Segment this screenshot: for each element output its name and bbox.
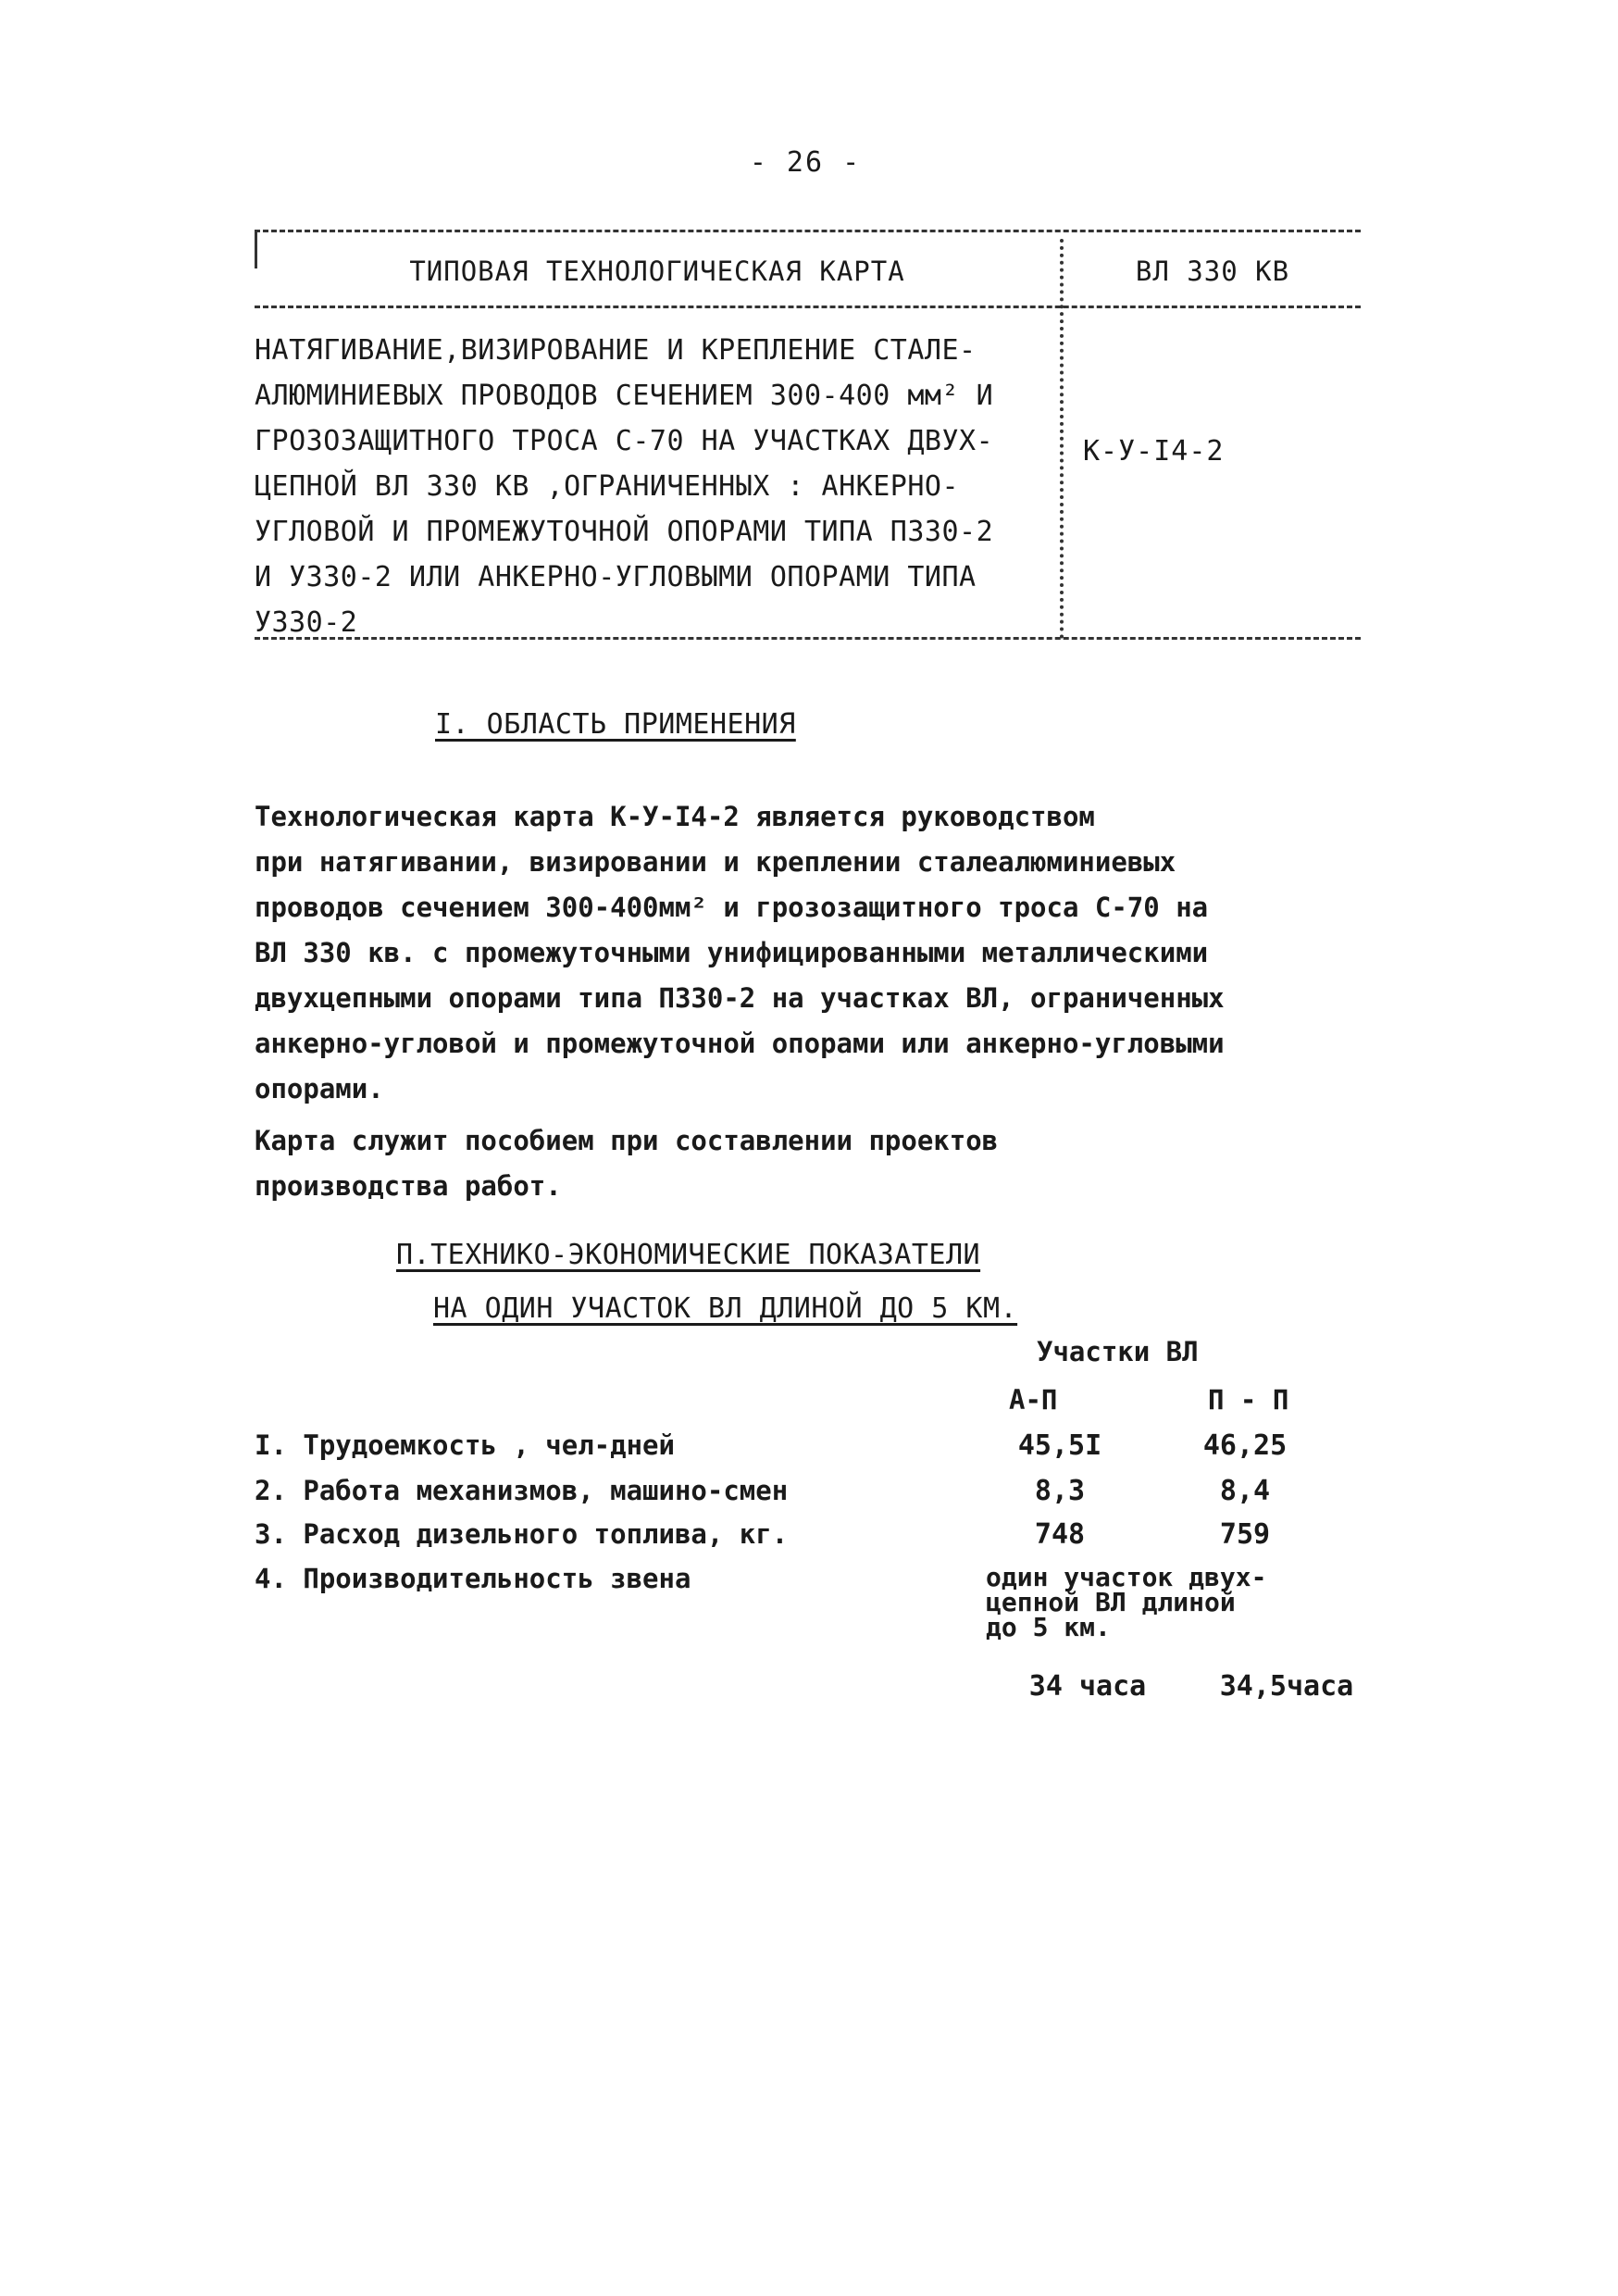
header-table [255,230,1361,643]
indicator-value: 45,5I [1017,1429,1102,1462]
table-middle-rule [255,306,1361,308]
indicator-label: 4. Производительность звена [255,1563,691,1594]
productivity-note: один участок двух- цепной ВЛ длиной до 5 км. [986,1562,1267,1642]
table-column-separator [1060,239,1064,639]
indicator-value: 748 [1034,1518,1086,1551]
indicator-value: 46,25 [1202,1429,1288,1462]
card-code: К-У-I4-2 [1083,435,1225,468]
header-description: НАТЯГИВАНИЕ,ВИЗИРОВАНИЕ И КРЕПЛЕНИЕ СТАЛЕ- АЛЮМИНИЕВЫХ ПРОВОДОВ СЕЧЕНИЕМ 300-400 мм² И ГРОЗОЗАЩИТНОГО ТРОСА С-70 НА УЧАСТКАХ ДВУХ- ЦЕПНОЙ ВЛ 330 КВ ,ОГРАНИЧЕННЫХ : АНКЕРНО- УГЛОВОЙ И ПРОМЕЖУТОЧНОЙ ОПОРАМИ ТИПА П330-2 И У330-2 ИЛИ АНКЕРНО-УГЛОВЫМИ ОПОРАМИ ТИПА У330-2 [255,334,994,639]
section1-heading: I. ОБЛАСТЬ ПРИМЕНЕНИЯ [435,708,796,741]
page-number: - 26 - [749,146,862,179]
section1-paragraph1: Технологическая карта К-У-I4-2 является руководством при натягивании, визировании и креплении сталеалюминиевых проводов сечением 300-400мм² и грозозащитного троса С-70 на ВЛ 330 кв. с промежуточными унифицированными металлическими двухцепными опорами типа П330-2 на участках ВЛ, ограниченных анкерно-угловой и промежуточной опорами или анкерно-угловыми опорами. [255,801,1225,1104]
productivity-value: 34,5часа [1219,1670,1354,1703]
table-top-rule [255,230,1361,232]
indicator-label: 3. Расход дизельного топлива, кг. [255,1518,789,1550]
header-line-voltage: ВЛ 330 КВ [1135,256,1290,287]
productivity-value: 34 часа [1028,1670,1147,1703]
section2-heading-line2: НА ОДИН УЧАСТОК ВЛ ДЛИНОЙ ДО 5 КМ. [433,1292,1018,1325]
indicator-value: 8,3 [1034,1475,1086,1507]
section2-heading-line1: П.ТЕХНИКО-ЭКОНОМИЧЕСКИЕ ПОКАЗАТЕЛИ [396,1239,981,1271]
indicator-label: I. Трудоемкость , чел-дней [255,1429,675,1461]
column-group-header: Участки ВЛ [1037,1336,1199,1367]
column-header-a-p: А-П [1009,1384,1058,1416]
indicator-value: 759 [1219,1518,1271,1551]
column-header-p-p: П - П [1208,1384,1289,1416]
section1-paragraph2: Карта служит пособием при составлении проектов производства работ. [255,1125,999,1202]
indicator-value: 8,4 [1219,1475,1271,1507]
indicator-label: 2. Работа механизмов, машино-смен [255,1475,789,1506]
header-title: ТИПОВАЯ ТЕХНОЛОГИЧЕСКАЯ КАРТА [409,256,905,287]
